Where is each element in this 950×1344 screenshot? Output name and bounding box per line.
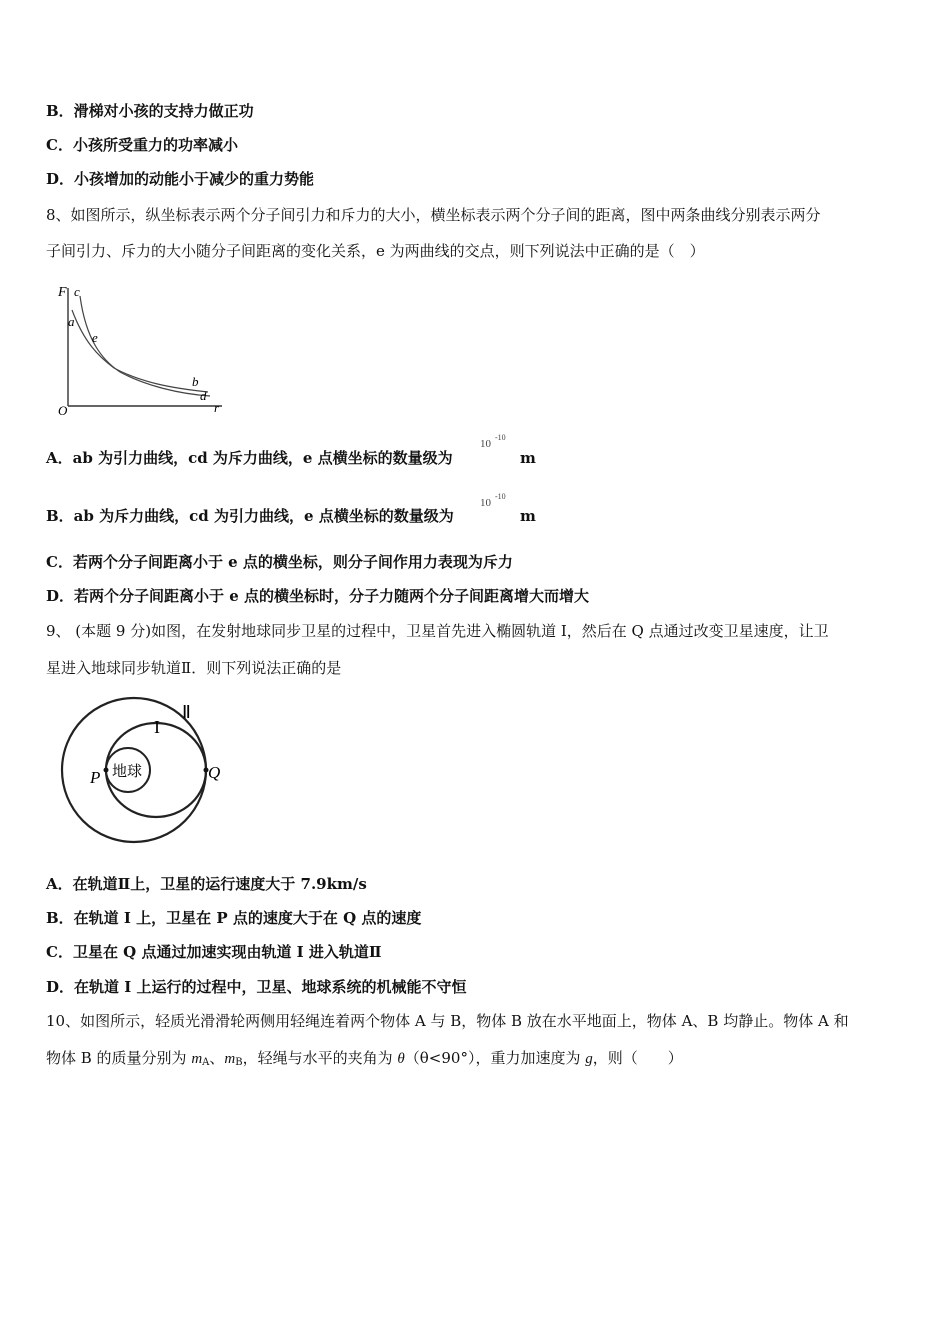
orbit-i-label: I <box>154 717 160 737</box>
q10-text-c: ，重力加速度为 <box>475 1049 586 1067</box>
gravity-symbol: g <box>585 1051 593 1067</box>
origin-label: O <box>58 403 68 418</box>
y-axis-label: F <box>58 285 67 300</box>
orbit-ii-label: Ⅱ <box>182 702 191 722</box>
power-base: 10 <box>480 438 491 450</box>
q8-option-b-unit: m <box>520 507 536 525</box>
label-d: d <box>200 388 207 403</box>
q9-option-d: D．在轨道 I 上运行的过程中，卫星、地球系统的机械能不守恒 <box>46 978 467 996</box>
q9-stem-line1: 9、 (本题 9 分)如图，在发射地球同步卫星的过程中，卫星首先进入椭圆轨道 I，然后在 Q 点通过改变卫星速度，让卫 <box>46 622 829 640</box>
q8-force-distance-graph <box>50 280 230 425</box>
q9-stem-line2: 星进入地球同步轨道Ⅱ．则下列说法正确的是 <box>46 659 342 677</box>
mass-symbol-b: m <box>224 1051 236 1067</box>
point-p-label: P <box>90 768 101 787</box>
q10-stem-line2 <box>46 1048 683 1073</box>
curve-ab <box>72 310 208 392</box>
q8-stem-line2: 子间引力、斥力的大小随分子间距离的变化关系，e 为两曲线的交点，则下列说法中正确的是（ ） <box>46 242 705 260</box>
label-c: c <box>74 284 80 299</box>
q8-option-a-text: A．ab 为引力曲线，cd 为斥力曲线，e 点横坐标的数量级为 <box>46 449 453 467</box>
subscript-a: A <box>202 1057 210 1068</box>
q7-option-c: C．小孩所受重力的功率减小 <box>46 136 238 154</box>
q10-text-a: 物体 B 的质量分别为 <box>46 1049 192 1067</box>
q10-text-d: ，则（ ） <box>592 1049 683 1067</box>
q8-option-a-unit: m <box>520 449 536 467</box>
q10-stem-line1: 10、如图所示，轻质光滑滑轮两侧用轻绳连着两个物体 A 与 B，物体 B 放在水平地面上，物体 A、B 均静止。物体 A 和 <box>46 1012 849 1030</box>
theta-condition: （θ<90°） <box>404 1049 476 1067</box>
q10-text-b: ，轻绳与水平的夹角为 <box>242 1049 398 1067</box>
separator: 、 <box>209 1049 225 1067</box>
q8-option-b <box>46 506 454 526</box>
earth-label: 地球 <box>112 764 143 780</box>
q8-option-c: C．若两个分子间距离小于 e 点的横坐标，则分子间作用力表现为斥力 <box>46 553 513 571</box>
label-b: b <box>192 374 199 389</box>
q8-option-a-power <box>480 433 506 450</box>
q9-orbit-diagram <box>50 690 220 850</box>
mass-symbol-a: m <box>191 1051 203 1067</box>
point-q-label: Q <box>208 763 220 782</box>
subscript-b: B <box>235 1057 243 1068</box>
q8-option-b-text: B．ab 为斥力曲线，cd 为引力曲线，e 点横坐标的数量级为 <box>46 507 454 525</box>
x-axis-label: r <box>214 400 220 415</box>
q8-option-a <box>46 448 453 468</box>
q8-stem-line1: 8、如图所示，纵坐标表示两个分子间引力和斥力的大小，横坐标表示两个分子间的距离，图中两条曲线分别表示两分 <box>46 206 821 224</box>
label-a: a <box>68 314 75 329</box>
q9-option-c: C．卫星在 Q 点通过加速实现由轨道 I 进入轨道Ⅱ <box>46 943 382 961</box>
q9-option-a: A．在轨道Ⅱ上，卫星的运行速度大于 7.9km/s <box>46 875 367 893</box>
q9-option-b: B．在轨道 I 上，卫星在 P 点的速度大于在 Q 点的速度 <box>46 909 422 927</box>
power-exponent: -10 <box>495 433 506 442</box>
power-exponent: -10 <box>495 492 506 501</box>
label-e: e <box>92 330 98 345</box>
q7-option-b: B．滑梯对小孩的支持力做正功 <box>46 102 254 120</box>
power-base: 10 <box>480 497 491 509</box>
q7-option-d: D．小孩增加的动能小于减少的重力势能 <box>46 170 315 188</box>
point-p-dot <box>104 768 109 773</box>
q8-option-d: D．若两个分子间距离小于 e 点的横坐标时，分子力随两个分子间距离增大而增大 <box>46 587 589 605</box>
q8-option-b-power <box>480 492 506 509</box>
theta-symbol: θ <box>397 1051 405 1067</box>
